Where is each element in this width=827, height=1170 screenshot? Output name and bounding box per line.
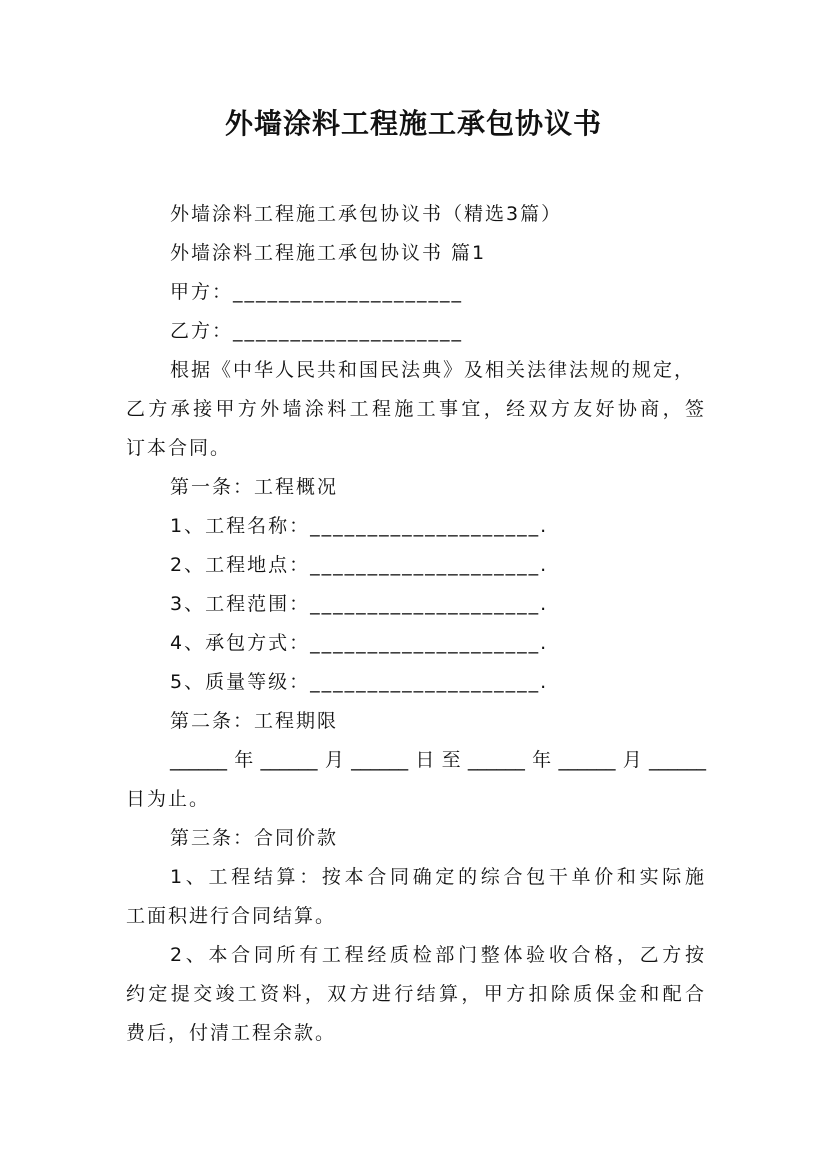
article-heading: 第二条：工程期限 bbox=[170, 710, 339, 732]
paragraph-line: 日为止。 bbox=[126, 788, 211, 810]
list-item: 2、工程地点：____________________. bbox=[170, 554, 549, 576]
section-heading: 外墙涂料工程施工承包协议书 篇1 bbox=[170, 242, 487, 264]
paragraph-line: 约定提交竣工资料，双方进行结算，甲方扣除质保金和配合 bbox=[126, 983, 706, 1005]
paragraph-line: 工面积进行合同结算。 bbox=[126, 905, 337, 927]
list-item: 3、工程范围：____________________. bbox=[170, 593, 549, 615]
paragraph-line: 乙方承接甲方外墙涂料工程施工事宜，经双方友好协商，签 bbox=[126, 398, 706, 420]
article-heading: 第三条：合同价款 bbox=[170, 827, 339, 849]
paragraph-line: 订本合同。 bbox=[126, 437, 232, 459]
paragraph-line: ______年______月______日至______年______月______ bbox=[170, 749, 706, 771]
party-b-line: 乙方：____________________ bbox=[170, 320, 464, 342]
party-a-line: 甲方：____________________ bbox=[170, 281, 464, 303]
document-title: 外墙涂料工程施工承包协议书 bbox=[224, 107, 602, 140]
list-item: 5、质量等级：____________________. bbox=[170, 671, 549, 693]
article-heading: 第一条：工程概况 bbox=[170, 476, 339, 498]
paragraph-line: 1、工程结算：按本合同确定的综合包干单价和实际施 bbox=[170, 866, 706, 888]
paragraph-line: 根据《中华人民共和国民法典》及相关法律法规的规定， bbox=[170, 359, 696, 381]
list-item: 1、工程名称：____________________. bbox=[170, 515, 549, 537]
subtitle-line: 外墙涂料工程施工承包协议书（精选3篇） bbox=[170, 203, 563, 225]
paragraph-line: 费后，付清工程余款。 bbox=[126, 1022, 337, 1044]
paragraph-line: 2、本合同所有工程经质检部门整体验收合格，乙方按 bbox=[170, 944, 706, 966]
list-item: 4、承包方式：____________________. bbox=[170, 632, 549, 654]
